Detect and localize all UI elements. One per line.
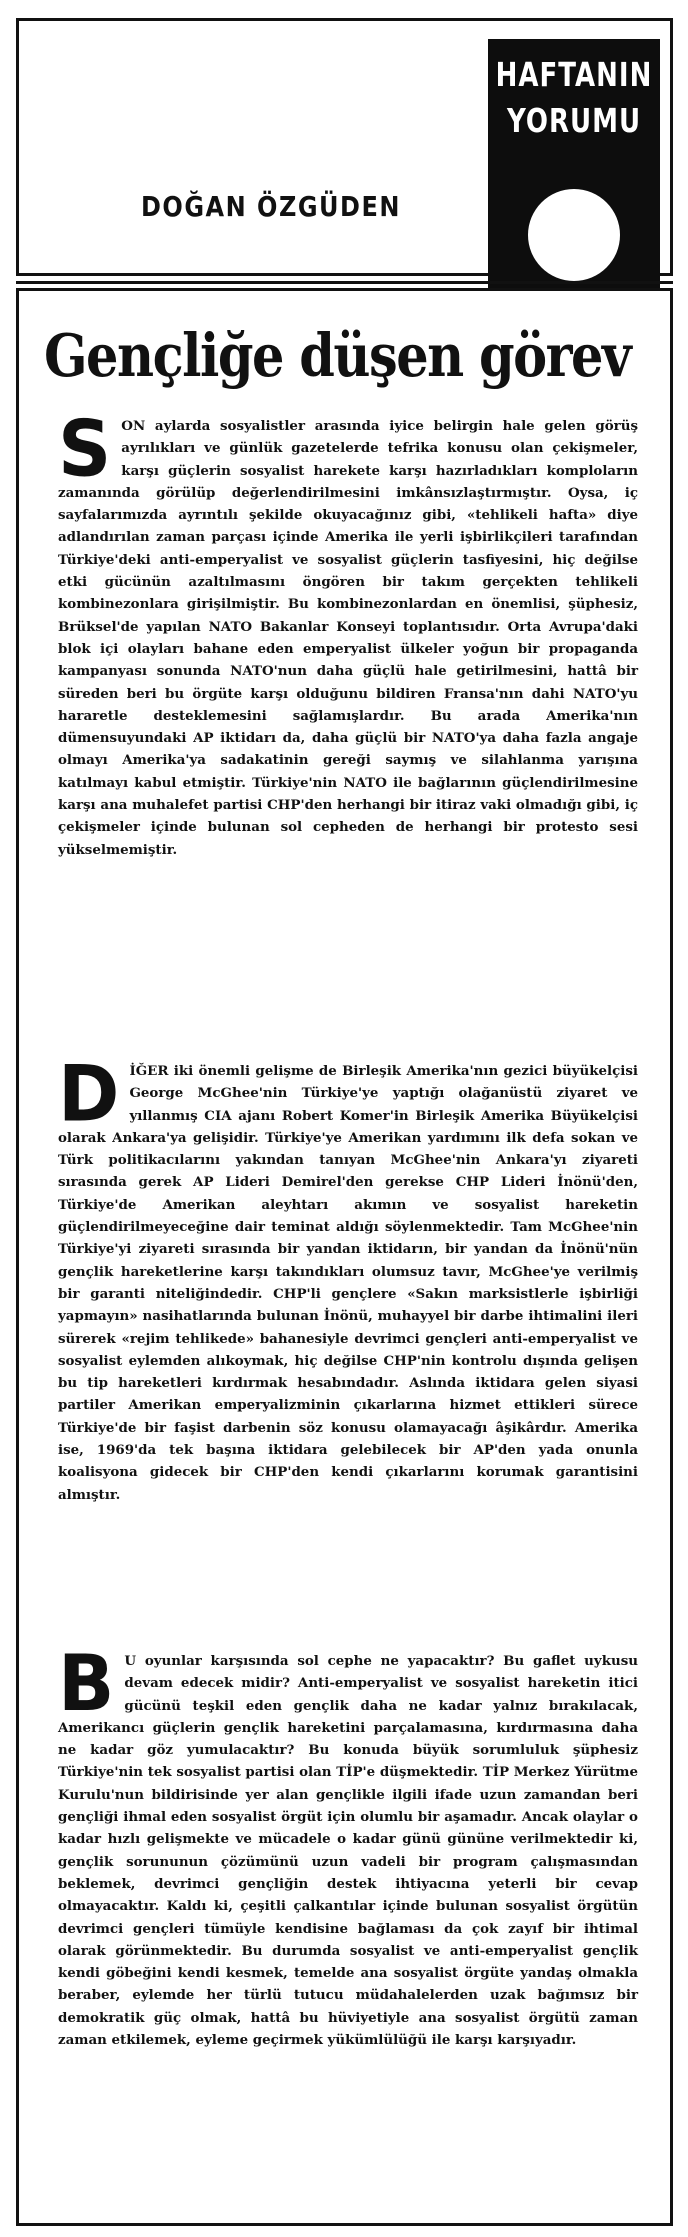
paragraph-text: ON aylarda sosyalistler arasında iyice belirgin hale gelen görüş ayrılıkları ve günlük gazetelerde tefrika konusu olan çekişmeler, karşı güçlerin sosyalist harekete karşı hazırladıkları komploların zamanında görülüp değerlendirilmesini imkânsızlaştırmıştır. Oysa, iç sayfalarımızda ayrıntılı şekilde okuyacağınız gibi, «tehlikeli hafta» diye adlandırılan zaman parçası içinde Amerika ile yerli işbirlikçileri tarafından Türkiye'deki anti-emperyalist ve sosyalist güçlerin tasfiyesini, hiç değilse etki gücünün azaltılmasını öngören bir takım gerçekten tehlikeli kombinezonlara girişilmiştir. Bu kombinezonlardan en önemlisi, şüphesiz, Brüksel'de yapılan NATO Bakanlar Konseyi toplantısıdır. Orta Avrupa'daki blok içi olayları bahane eden emperyalist ülkeler yoğun bir propaganda kampanyası sonunda NATO'nun daha güçlü hale getirilmesini, hattâ bir süreden beri bu örgüte karşı olduğunu bildiren Fransa'nın dahi NATO'yu hararetle desteklemesini sağlamışlardır. Bu arada Amerika'nın dümensuyundaki AP iktidarı da, daha güçlü bir NATO'ya daha fazla angaje olmayı Amerika'ya sadakatinin gereği saymış ve silahlanma yarışına katılmayı kabul etmiştir. Türkiye'nin NATO ile bağlarının güçlendirilmesine karşı ana muhalefet partisi CHP'den herhangi bir itiraz vaki olmadığı gibi, iç çekişmeler içinde bulunan sol cepheden de herhangi bir protesto sesi yükselmemiştir. [58,418,638,858]
dropcap: D [58,1048,120,1140]
column-header [16,18,673,276]
dropcap: B [58,1638,115,1730]
article-paragraph-2 [58,1048,638,1506]
article-title: Gençliğe düşen görev [44,322,631,391]
dropcap: S [58,403,112,495]
paragraph-text: İĞER iki önemli gelişme de Birleşik Amerika'nın gezici büyükelçisi George McGhee'nin Türkiye'ye yaptığı olağanüstü ziyaret ve yıllanmış CIA ajanı Robert Komer'in Birleşik Amerika Büyükelçisi olarak Ankara'ya gelişidir. Türkiye'ye Amerikan yardımını ilk defa sokan ve Türk politikacılarını yakından tanıyan McGhee'nin Ankara'yı ziyareti sırasında gerek AP Lideri Demirel'den gerekse CHP Lideri İnönü'den, Türkiye'de Amerikan aleyhtarı akımın ve sosyalist hareketin güçlendirilmeyeceğine dair teminat aldığı söylenmektedir. Tam McGhee'nin Türkiye'yi ziyareti sırasında bir yandan iktidarın, bir yandan da İnönü'nün gençlik hareketlerine karşı takındıkları olumsuz tavır, McGhee'ye verilmiş bir garanti niteliğindedir. CHP'li gençlere «Sakın marksistlerle işbirliği yapmayın» nasihatlarında bulunan İnönü, muhayyel bir darbe ihtimalini ileri sürerek «rejim tehlikede» bahanesiyle devrimci gençleri anti-emperyalist ve sosyalist eylemden alıkoymak, hiç değilse CHP'nin kontrolu dışında gelişen bu tip hareketleri kırdırmak hesabındadır. Aslında iktidara gelen siyasi partiler Amerikan emperyalizminin çıkarlarına hizmet ettikleri sürece Türkiye'de bir faşist darbenin söz konusu olamayacağı âşikârdır. Amerika ise, 1969'da tek başına iktidara gelebilecek bir AP'den yada onunla koalisyona gidecek bir CHP'den kendi çıkarlarını korumak garantisini almıştır. [58,1063,638,1503]
badge-title-line-2: YORUMU [506,103,642,141]
article-paragraph-3 [58,1638,638,2051]
header-divider [16,281,673,284]
badge-circle-icon [528,189,620,281]
article-paragraph-1 [58,403,638,861]
paragraph-text: U oyunlar karşısında sol cephe ne yapacaktır? Bu gaflet uykusu devam edecek midir? Anti-emperyalist ve sosyalist hareketin itici gücünü teşkil eden gençlik daha ne kadar yalnız bırakılacak, Amerikancı güçlerin gençlik hareketini parçalamasına, kırdırmasına daha ne kadar göz yumulacaktır? Bu konuda büyük sorumluluk şüphesiz Türkiye'nin tek sosyalist partisi olan TİP'e düşmektedir. TİP Merkez Yürütme Kurulu'nun bildirisinde yer alan gençlikle ilgili ifade uzun zamandan beri gençliği ihmal eden sosyalist örgüt için olumlu bir aşamadır. Ancak olaylar o kadar hızlı gelişmekte ve mücadele o kadar günü gününe verilmektedir ki, gençlik sorununun çözümünü uzun vadeli bir program çalışmasından beklemek, devrimci gençliğin destek ihtiyacına yeterli bir cevap olmayacaktır. Kaldı ki, çeşitli çalkantılar içinde bulunan sosyalist örgütün devrimci gençleri tümüyle kendisine bağlaması da çok zayıf bir ihtimal olarak görünmektedir. Bu durumda sosyalist ve anti-emperyalist gençlik kendi göbeğini kendi kesmek, temelde ana sosyalist örgüte yandaş olmakla beraber, eylemde her türlü tutucu müdahalelerden uzak bağımsız bir demokratik güç olmak, hattâ bu hüviyetiyle ana sosyalist örgütü zaman zaman etkilemek, eyleme geçirmek yükümlülüğü ile karşı karşıyadır. [58,1653,638,2049]
badge-title-line-1: HAFTANIN [495,57,653,95]
column-badge [488,39,660,288]
author-name: DOĞAN ÖZGÜDEN [141,190,401,224]
